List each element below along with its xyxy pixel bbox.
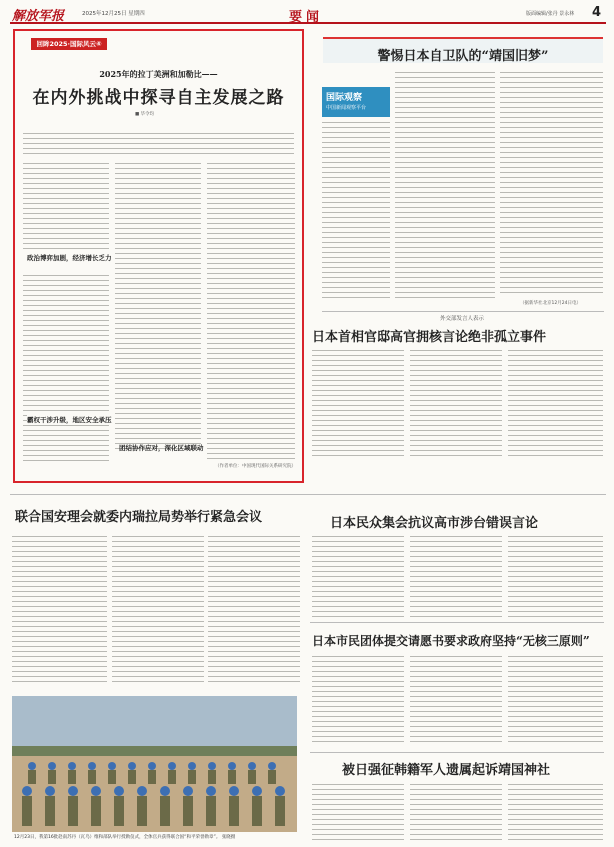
feature-byline: ■ 毕令均: [135, 112, 155, 117]
body-text-column: [23, 273, 109, 463]
body-text-column: [410, 348, 502, 458]
body-text-column: [410, 534, 502, 618]
feature-subhead: 2025年的拉丁美洲和加勒比——: [99, 69, 218, 79]
commentary-banner: [323, 37, 603, 63]
feature-kicker: 回眸2025·国际风云④: [31, 38, 107, 50]
peacekeeping-photo[interactable]: [12, 696, 297, 832]
body-text-column: [23, 161, 109, 249]
photo-credit: 张晓摄: [221, 835, 236, 840]
body-text-column: [500, 70, 603, 295]
body-text-column: [208, 534, 300, 686]
body-text-column: [410, 782, 502, 842]
body-text-column: [312, 782, 404, 842]
body-text-column: [115, 161, 201, 451]
soldiers-formation-illustration: [12, 696, 297, 832]
section-divider: [322, 311, 604, 312]
commentary-signature: （据新华社北京12月24日电）: [520, 301, 581, 306]
observe-badge: [322, 87, 390, 117]
section-divider: [310, 752, 604, 753]
newspaper-logo: 解放军报: [12, 9, 65, 24]
page-number: 4: [592, 5, 602, 20]
section-divider: [310, 622, 604, 623]
feature-article: [13, 29, 304, 483]
issue-date: 2025年12月25日 星期四: [82, 11, 145, 17]
body-text-column: [312, 654, 404, 746]
observe-title: 国际观察: [326, 93, 363, 103]
photo-caption: [14, 834, 292, 840]
body-text-column: [395, 70, 495, 300]
article-title[interactable]: 联合国安理会就委内瑞拉局势举行紧急会议: [15, 510, 263, 525]
observe-sub: 中国新闻观察平台: [326, 105, 367, 111]
feature-lead-text: [23, 131, 294, 155]
body-text-column: [322, 120, 390, 300]
body-text-column: [508, 782, 603, 842]
section-divider: [10, 494, 606, 495]
body-text-column: [207, 161, 295, 461]
article-title[interactable]: 被日强征韩籍军人遗属起诉靖国神社: [342, 763, 551, 778]
body-text-column: [312, 348, 404, 458]
photo-caption-text: 12月23日，我第16批赴南苏丹（瓦乌）维和部队举行授勋仪式，全体官兵获得联合国“和平荣誉勋章”。: [14, 835, 221, 840]
body-text-column: [410, 654, 502, 746]
body-text-column: [12, 534, 107, 686]
body-text-column: [508, 654, 603, 746]
commentary-title[interactable]: 警惕日本自卫队的“靖国旧梦”: [377, 49, 549, 64]
article-title[interactable]: 日本首相官邸高官拥核言论绝非孤立事件: [312, 330, 547, 345]
feature-headline[interactable]: 在内外挑战中探寻自主发展之路: [32, 88, 285, 108]
page-editors: 版面编辑/张丹 景永林: [526, 11, 575, 17]
article-title[interactable]: 日本市民团体提交请愿书要求政府坚持“无核三原则”: [312, 634, 590, 648]
section-title: 要闻: [289, 10, 324, 25]
feature-signature: （作者单位：中国现代国际关系研究院）: [215, 464, 296, 469]
page-header: [10, 4, 606, 24]
feature-subtitle-3: 团结协作应对，深化区域联动: [119, 444, 204, 452]
body-text-column: [508, 348, 603, 458]
feature-subtitle-2: 霸权干涉升级，地区安全承压: [27, 416, 112, 424]
body-text-column: [312, 534, 404, 618]
body-text-column: [508, 534, 603, 618]
article-title[interactable]: 日本民众集会抗议高市涉台错误言论: [330, 516, 539, 531]
source-label: 外交部发言人表示: [440, 316, 485, 322]
feature-subtitle-1: 政治博弈加剧，经济增长乏力: [27, 254, 112, 262]
body-text-column: [112, 534, 204, 686]
